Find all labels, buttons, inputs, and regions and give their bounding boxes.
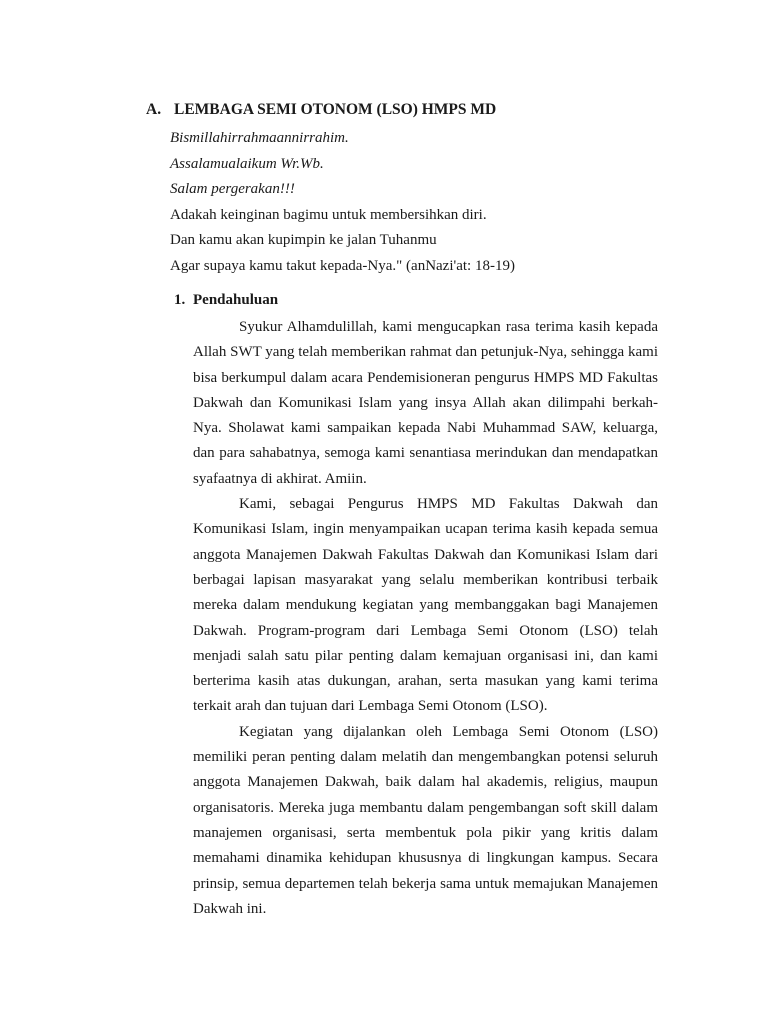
subsection-heading xyxy=(174,292,278,309)
section-title: LEMBAGA SEMI OTONOM (LSO) HMPS MD xyxy=(174,101,497,118)
paragraph: Kegiatan yang dijalankan oleh Lembaga Semi Otonom (LSO) memiliki peran penting dalam melatih dan mengembangkan potensi seluruh anggota Manajemen Dakwah, baik dalam hal akademis, religius, maupun organisatoris. Mereka juga membantu dalam pengembangan soft skill dalam manajemen organisasi, serta membentuk pola pikir yang kritis dalam memahami dinamika kehidupan khususnya di lingkungan kampus. Secara prinsip, semua departemen telah bekerja sama untuk memajukan Manajemen Dakwah ini. xyxy=(193,723,658,917)
subsection-title: Pendahuluan xyxy=(193,292,279,308)
subsection-number: 1. xyxy=(174,292,186,308)
paragraph: Kami, sebagai Pengurus HMPS MD Fakultas Dakwah dan Komunikasi Islam, ingin menyampaikan ucapan terima kasih kepada semua anggota Manajemen Dakwah Fakultas Dakwah dan Komunikasi Islam dari berbagai lapisan masyarakat yang selalu memberikan kontribusi terbaik mereka dalam mendukung kegiatan yang membanggakan bagi Manajemen Dakwah. Program-program dari Lembaga Semi Otonom (LSO) telah menjadi salah satu pilar penting dalam kemajuan organisasi ini, dan kami berterima kasih atas dukungan, arahan, serta masukan yang kami terima terkait arah dan tujuan dari Lembaga Semi Otonom (LSO). xyxy=(193,496,658,715)
opening-lines xyxy=(170,126,690,279)
intro-line: Bismillahirrahmaannirrahim. xyxy=(170,130,349,146)
paragraph: Syukur Alhamdulillah, kami mengucapkan rasa terima kasih kepada Allah SWT yang telah memberikan rahmat dan petunjuk-Nya, sehingga kami bisa berkumpul dalam acara Pendemisioneran pengurus HMPS MD Fakultas Dakwah dan Komunikasi Islam yang insya Allah akan dilimpahi berkah-Nya. Sholawat kami sampaikan kepada Nabi Muhammad SAW, keluarga, dan para sahabatnya, semoga kami senantiasa merindukan dan mendapatkan syafaatnya di akhirat. Amiin. xyxy=(193,319,658,487)
section-heading xyxy=(146,101,496,119)
intro-line: Dan kamu akan kupimpin ke jalan Tuhanmu xyxy=(170,232,437,248)
intro-line: Salam pergerakan!!! xyxy=(170,181,295,197)
section-letter: A. xyxy=(146,101,162,118)
intro-line: Adakah keinginan bagimu untuk membersihkan diri. xyxy=(170,206,487,223)
body-text xyxy=(193,315,658,922)
intro-line: Agar supaya kamu takut kepada-Nya." (anNazi'at: 18-19) xyxy=(170,257,515,274)
intro-line: Assalamualaikum Wr.Wb. xyxy=(170,155,324,172)
